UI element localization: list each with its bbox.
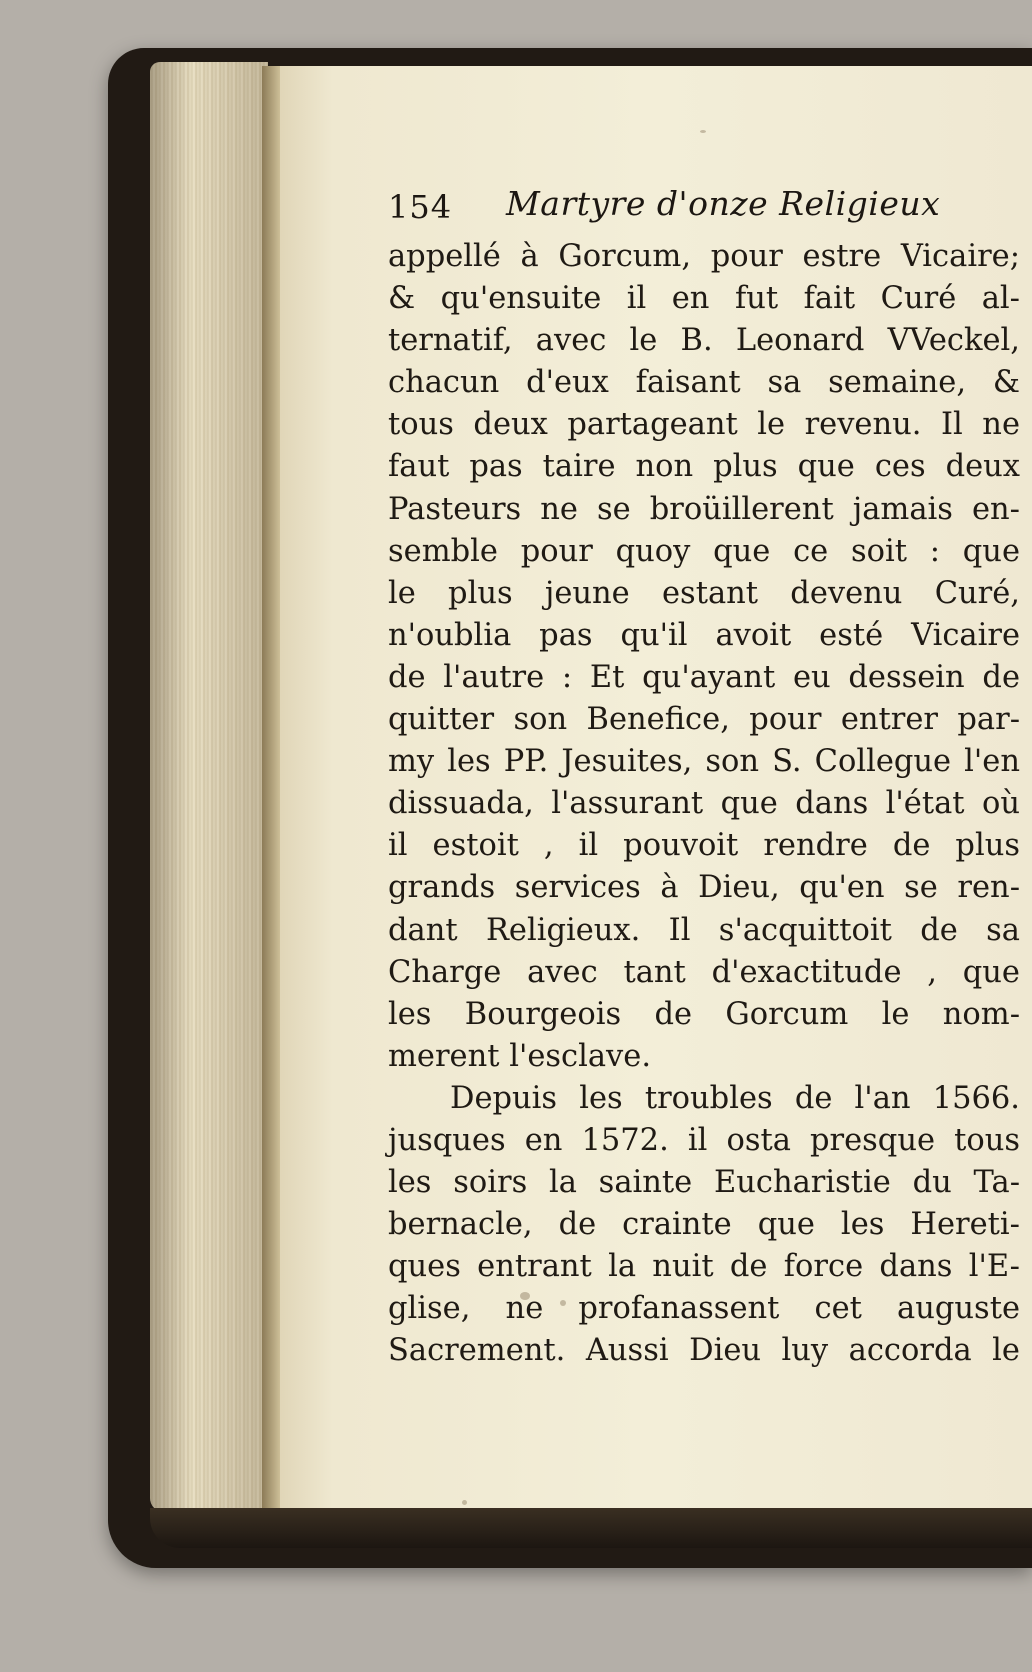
text-line: ternatif, avec le B. Leonard VVeckel, — [388, 323, 1020, 359]
running-title: Martyre d'onze Religieux — [506, 184, 941, 223]
foxing-mark — [462, 1500, 467, 1505]
text-line: n'oublia pas qu'il avoit esté Vicaire — [388, 617, 1020, 653]
text-line: le plus jeune estant devenu Curé, — [388, 575, 1020, 611]
text-line: ques entrant la nuit de force dans l'E- — [388, 1249, 1020, 1285]
paragraph-start-line: Depuis les troubles de l'an 1566. — [450, 1080, 1020, 1116]
text-line: jusques en 1572. il osta presque tous — [388, 1122, 1020, 1158]
text-line: & qu'ensuite il en fut fait Curé al- — [388, 281, 1020, 317]
text-line: glise, ne profanassent cet auguste — [388, 1291, 1020, 1327]
text-line: les Bourgeois de Gorcum le nom- — [388, 996, 1020, 1032]
text-line: chacun d'eux faisant sa semaine, & — [388, 365, 1020, 401]
text-line: tous deux partageant le revenu. Il ne — [388, 407, 1020, 443]
text-line: de l'autre : Et qu'ayant eu dessein de — [388, 659, 1020, 695]
text-line: dant Religieux. Il s'acquittoit de sa — [388, 912, 1020, 948]
text-line: appellé à Gorcum, pour estre Vicaire; — [388, 239, 1020, 274]
text-line: my les PP. Jesuites, son S. Collegue l'en — [388, 744, 1020, 780]
book-bottom-edge — [150, 1508, 1032, 1548]
text-line: Charge avec tant d'exactitude , que — [388, 954, 1020, 990]
page-gutter — [262, 66, 280, 1508]
text-line: faut pas taire non plus que ces deux — [388, 449, 1020, 485]
page-edges — [150, 62, 268, 1512]
body-text — [388, 236, 1028, 1373]
running-head — [388, 184, 948, 234]
text-line: dissuada, l'assurant que dans l'état où — [388, 786, 1020, 822]
page-number: 154 — [388, 188, 453, 226]
text-line: les soirs la sainte Eucharistie du Ta- — [388, 1165, 1020, 1201]
text-line: quitter son Benefice, pour entrer par- — [388, 702, 1020, 738]
text-line: semble pour quoy que ce soit : que — [388, 533, 1020, 569]
text-line: Sacrement. Aussi Dieu luy accorda le — [388, 1333, 1020, 1369]
text-line: Pasteurs ne se broüillerent jamais en- — [388, 491, 1020, 527]
foxing-mark — [700, 130, 706, 133]
text-line: merent l'esclave. — [388, 1038, 652, 1074]
text-line: bernacle, de crainte que les Hereti- — [388, 1207, 1020, 1243]
text-line: grands services à Dieu, qu'en se ren- — [388, 870, 1020, 906]
text-line: il estoit , il pouvoit rendre de plus — [388, 828, 1020, 864]
